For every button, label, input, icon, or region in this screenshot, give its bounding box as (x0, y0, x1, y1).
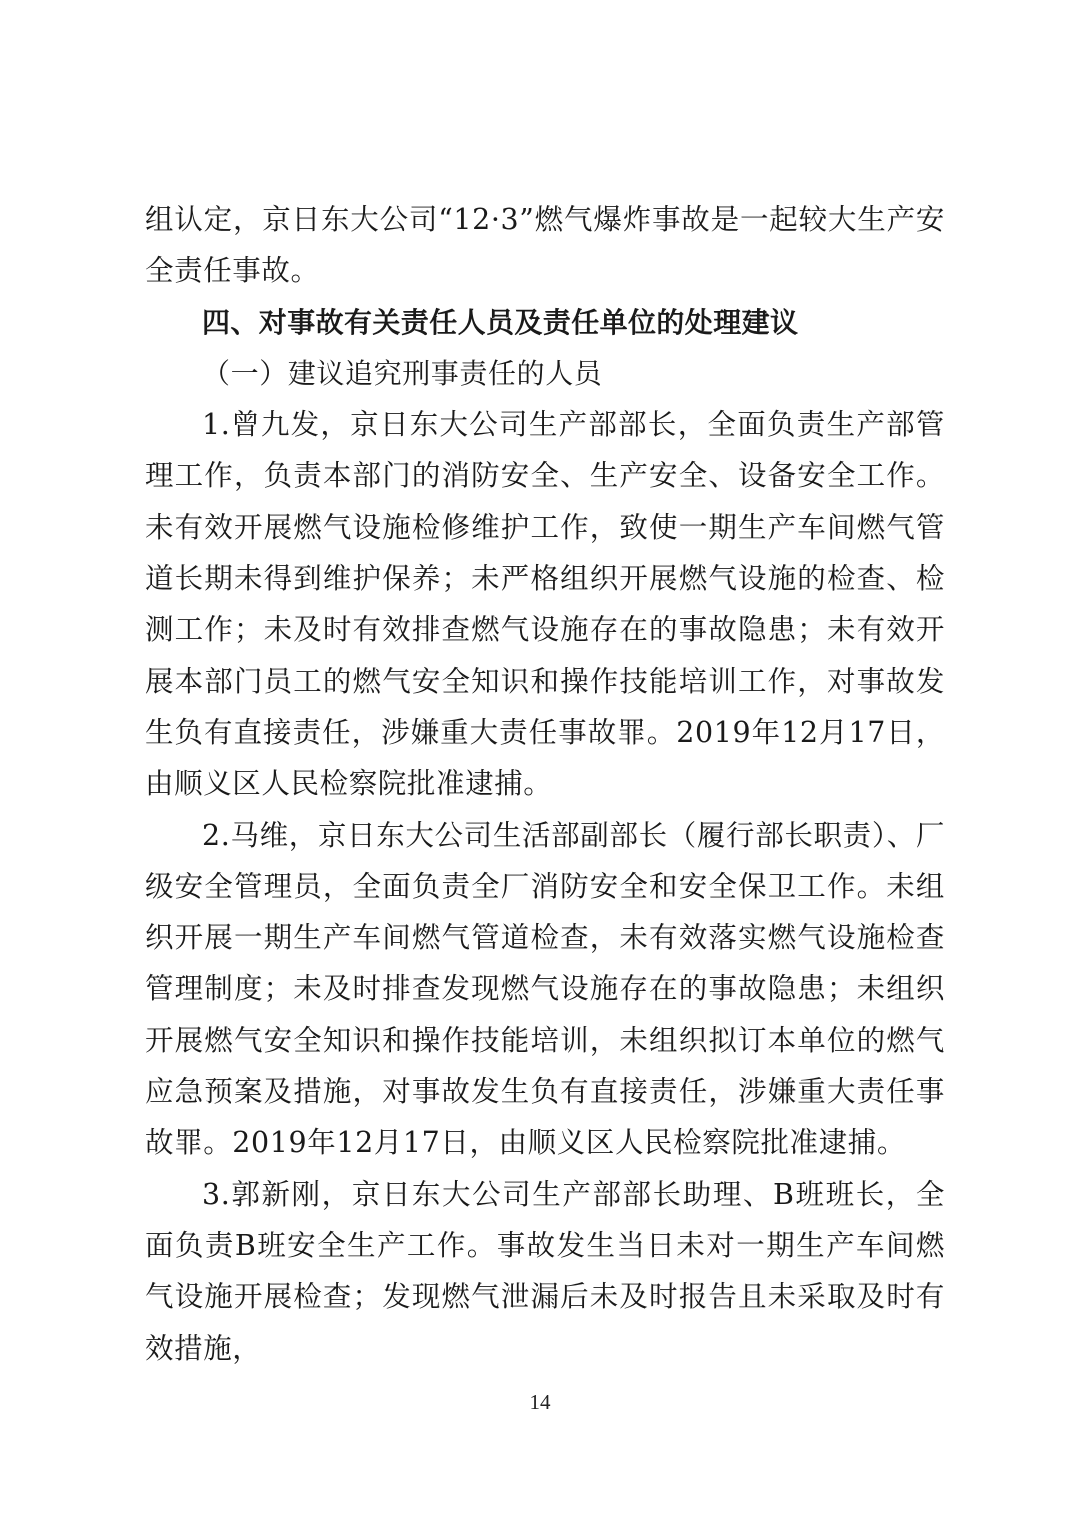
paragraph-conclusion: 组认定，京日东大公司“12·3”燃气爆炸事故是一起较大生产安全责任事故。 (145, 203, 945, 288)
document-body (145, 194, 945, 1374)
paragraph-item-2: 2.马维，京日东大公司生活部副部长（履行部长职责）、厂级安全管理员，全面负责全厂消防安全和安全保卫工作。未组织开展一期生产车间燃气管道检查，未有效落实燃气设施检查管理制度；未及时排查发现燃气设施存在的事故隐患；未组织开展燃气安全知识和操作技能培训，未组织拟订本单位的燃气应急预案及措施，对事故发生负有直接责任，涉嫌重大责任事故罪。2019年12月17日，由顺义区人民检察院批准逮捕。 (145, 818, 945, 1160)
subsection-heading: （一）建议追究刑事责任的人员 (202, 356, 603, 390)
page-number: 14 (529, 1390, 551, 1414)
paragraph-item-1: 1.曾九发，京日东大公司生产部部长，全面负责生产部管理工作，负责本部门的消防安全、生产安全、设备安全工作。未有效开展燃气设施检修维护工作，致使一期生产车间燃气管道长期未得到维护保养；未严格组织开展燃气设施的检查、检测工作；未及时有效排查燃气设施存在的事故隐患；未有效开展本部门员工的燃气安全知识和操作技能培训工作，对事故发生负有直接责任，涉嫌重大责任事故罪。2019年12月17日，由顺义区人民检察院批准逮捕。 (145, 408, 945, 801)
paragraph-item-3: 3.郭新刚，京日东大公司生产部部长助理、B班班长，全面负责B班安全生产工作。事故发生当日未对一期生产车间燃气设施开展检查；发现燃气泄漏后未及时报告且未采取及时有效措施， (145, 1177, 945, 1365)
section-heading: 四、对事故有关责任人员及责任单位的处理建议 (202, 305, 799, 339)
